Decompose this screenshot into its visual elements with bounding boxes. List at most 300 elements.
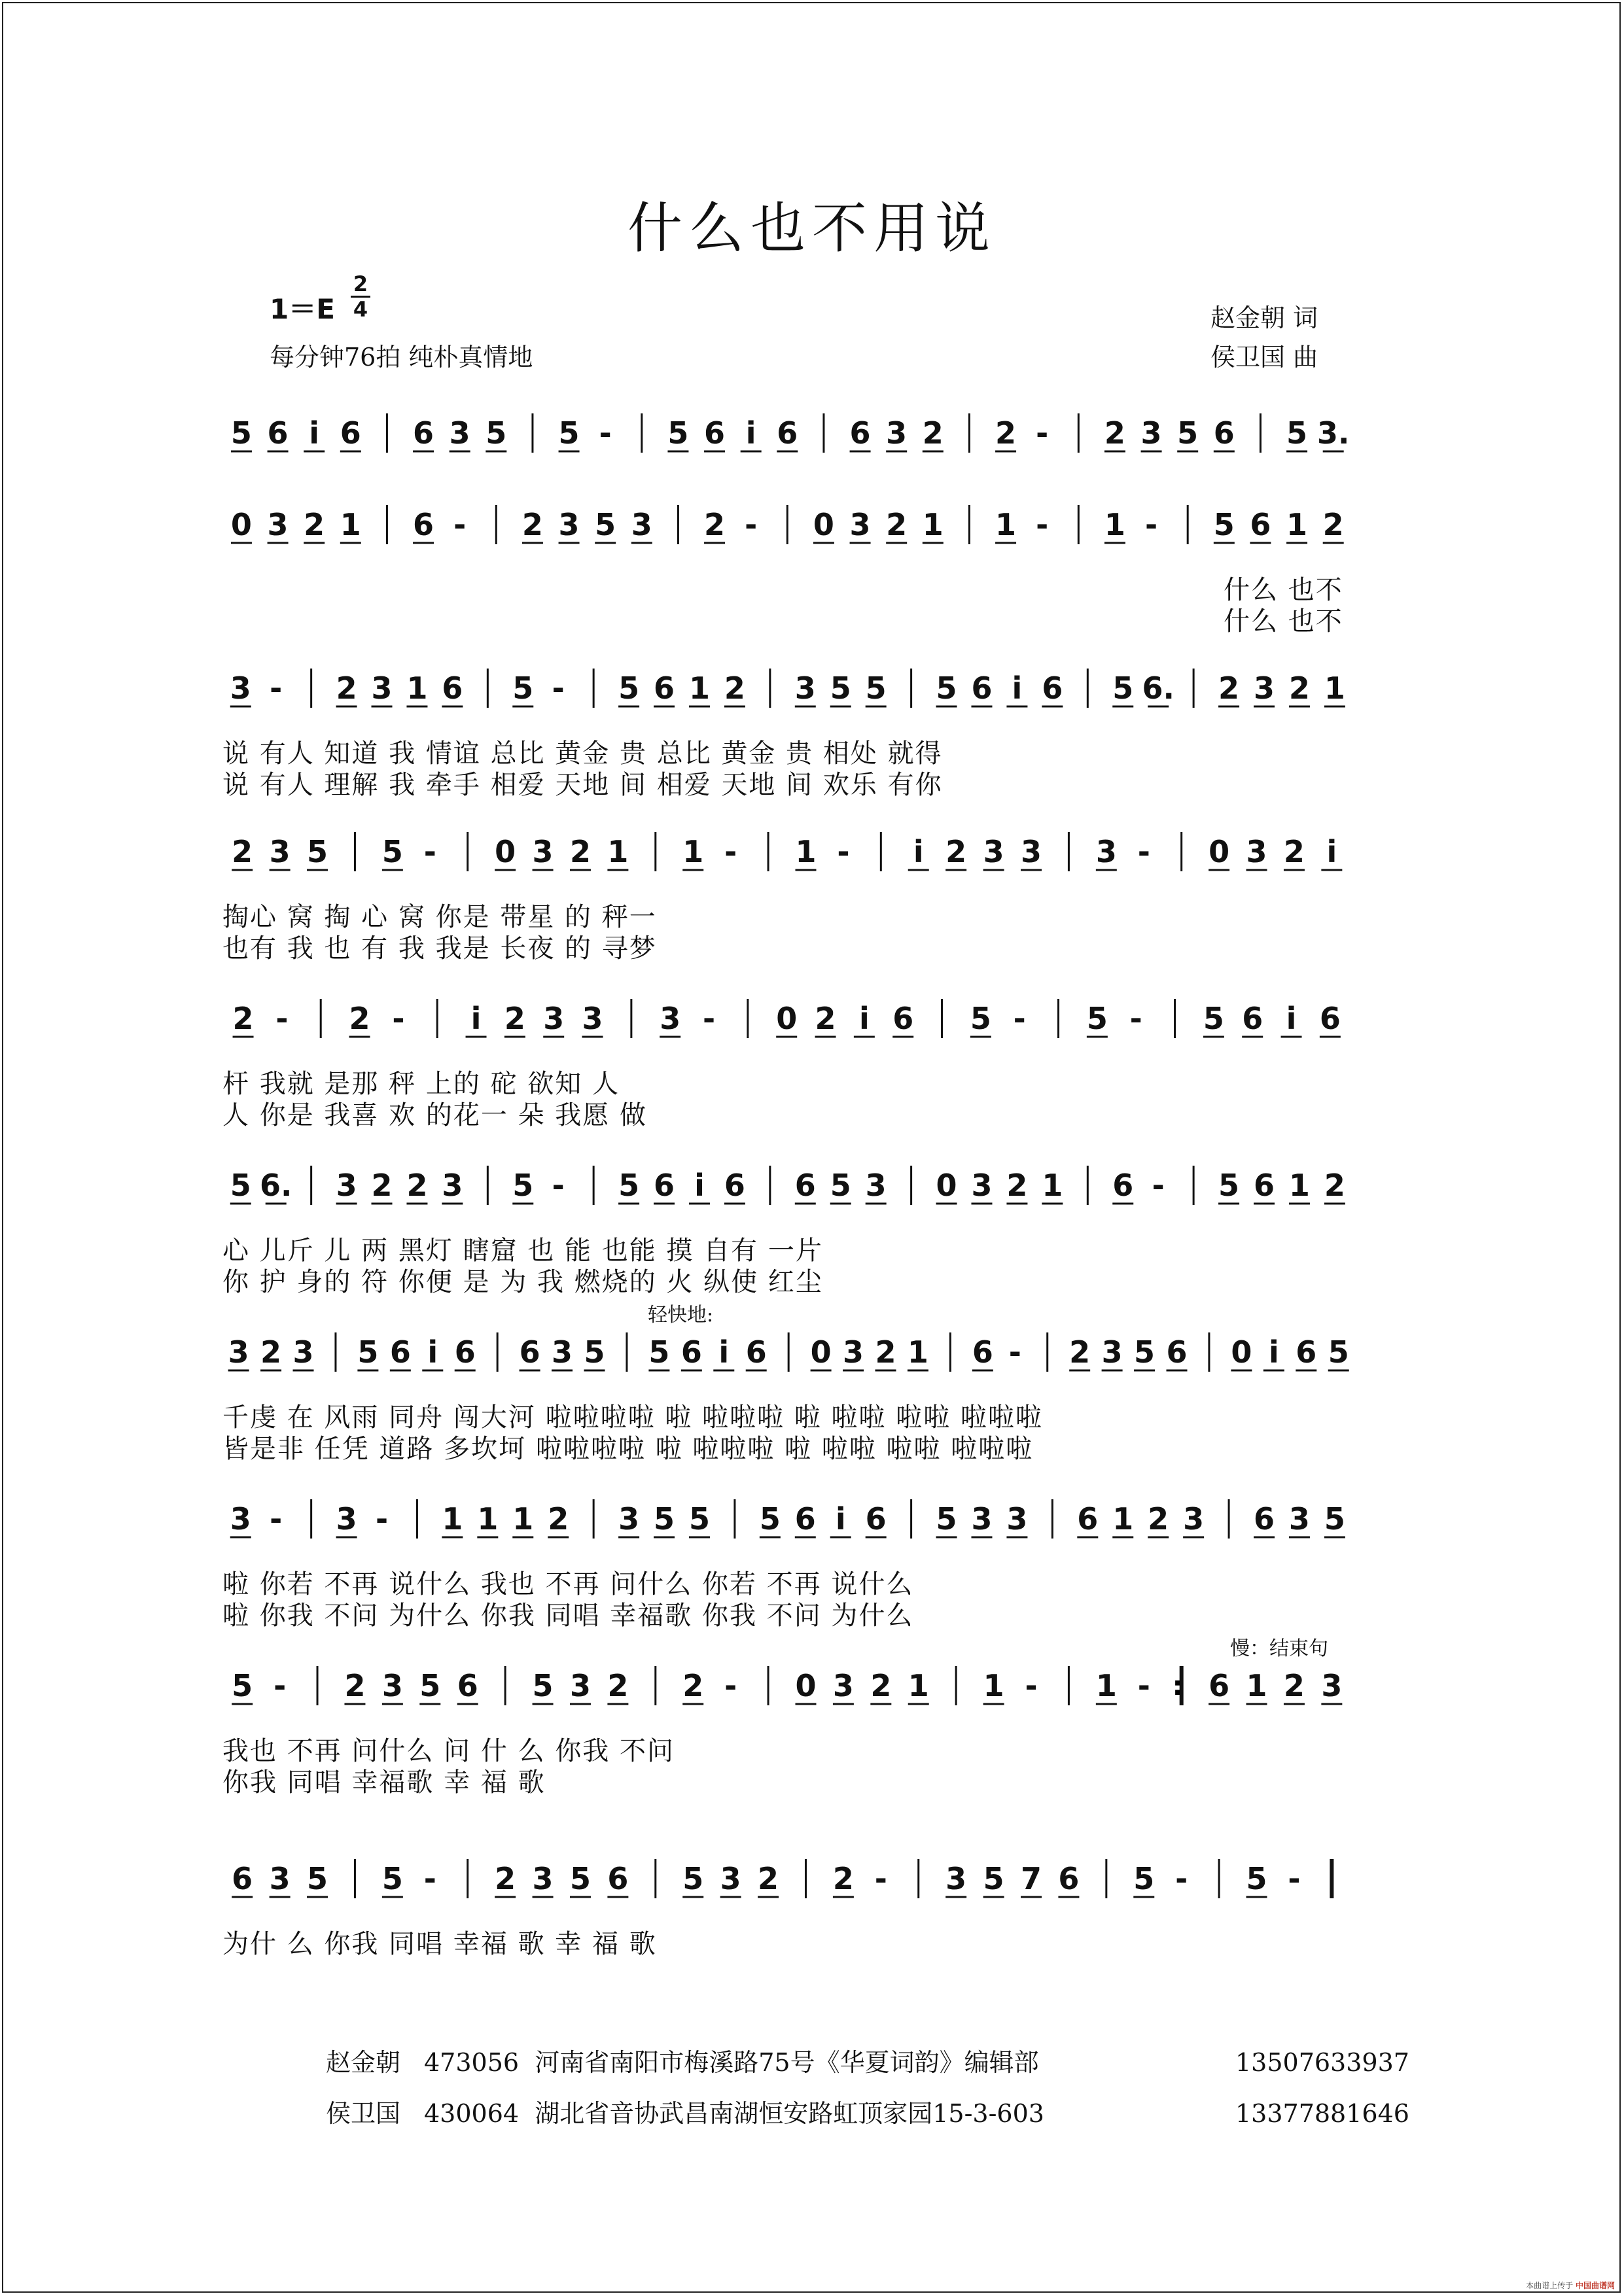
note-numeral: 3 <box>228 1334 249 1370</box>
note-numeral: 1 <box>1095 1668 1117 1703</box>
note-numeral: 3 <box>1006 1501 1028 1537</box>
note-numeral: 2 <box>682 1668 704 1703</box>
note-numeral: i <box>1268 1334 1279 1370</box>
note-numeral: 6 <box>1058 1861 1080 1896</box>
note-numeral: 5 <box>230 415 252 451</box>
note-numeral: 3 <box>543 1001 565 1036</box>
note-numeral: 1 <box>340 507 361 542</box>
dash-extension: - <box>724 834 737 869</box>
lyric-line-2: 啦 你我 不问 为什么 你我 同唱 幸福歌 你我 不问 为什么 <box>222 1601 914 1631</box>
notation-row <box>216 1164 1381 1210</box>
expression-annotation: 慢：结束句 <box>1230 1637 1328 1660</box>
note-numeral: 5 <box>1177 415 1199 451</box>
notation-staff <box>216 1858 1381 1904</box>
note-numeral: 6 <box>1242 1001 1263 1036</box>
note-numeral: 6 <box>865 1501 887 1537</box>
lyric-line-2: 也有 我 也 有 我 我是 长夜 的 寻梦 <box>222 933 657 964</box>
note-numeral: 2 <box>304 507 325 542</box>
note-numeral: 5 <box>381 834 403 869</box>
note-numeral: 3 <box>1288 1501 1310 1537</box>
note-numeral: 5 <box>1112 670 1134 706</box>
repeat-sign: : <box>1172 1671 1183 1701</box>
note-numeral: 1 <box>682 834 704 869</box>
note-numeral: 2 <box>922 415 944 451</box>
note-numeral: 6 <box>972 1334 993 1370</box>
note-numeral: 5 <box>307 834 328 869</box>
lyric-line-1: 心 儿斤 儿 两 黑灯 瞎窟 也 能 也能 摸 自有 一片 <box>222 1236 823 1266</box>
note-numeral: 6 <box>892 1001 914 1036</box>
note-numeral: 6 <box>654 1168 675 1203</box>
note-numeral: 2 <box>1148 1501 1169 1537</box>
note-numeral: 5 <box>830 1168 851 1203</box>
dash-extension: - <box>375 1501 389 1537</box>
note-numeral: 2 <box>758 1861 779 1896</box>
note-numeral: 6 <box>1213 415 1235 451</box>
note-numeral: 5 <box>381 1861 403 1896</box>
note-numeral: 1 <box>1324 670 1345 706</box>
lyric-line-1: 千虔 在 风雨 同舟 闯大河 啦啦啦啦 啦 啦啦啦 啦 啦啦 啦啦 啦啦啦 <box>222 1402 1043 1433</box>
note-numeral: 1 <box>477 1501 499 1537</box>
note-numeral: 6 <box>442 670 463 706</box>
note-numeral: 3 <box>1183 1501 1205 1537</box>
notation-row <box>216 998 1381 1043</box>
dash-extension: - <box>275 1001 289 1036</box>
dash-extension: - <box>745 507 758 542</box>
note-numeral: 6 <box>1166 1334 1188 1370</box>
note-numeral: 3 <box>336 1501 357 1537</box>
note-numeral: 0 <box>795 1668 817 1703</box>
dash-extension: - <box>270 670 283 706</box>
contact-address: 473056 河南省南阳市梅溪路75号《华夏词韵》编辑部 <box>424 2048 1039 2077</box>
note-numeral: 6 <box>654 670 675 706</box>
note-numeral: 5 <box>1133 1861 1155 1896</box>
note-numeral: i <box>858 1001 870 1036</box>
note-numeral: 6 <box>607 1861 629 1896</box>
note-numeral: 5 <box>232 1668 253 1703</box>
note-numeral: 6 <box>413 415 434 451</box>
dash-extension: - <box>702 1001 716 1036</box>
notation-row <box>216 504 1381 549</box>
note-numeral: 1 <box>995 507 1017 542</box>
lyric-line-1: 杆 我就 是那 秤 上的 砣 欲知 人 <box>222 1069 620 1099</box>
note-numeral: 6 <box>457 1668 478 1703</box>
notation-staff <box>216 667 1381 713</box>
note-numeral: 5 <box>983 1861 1004 1896</box>
note-numeral: 1 <box>607 834 629 869</box>
notation-staff <box>216 1164 1381 1210</box>
notation-staff <box>216 998 1381 1043</box>
note-numeral: 5 <box>512 1168 534 1203</box>
note-numeral: 2 <box>995 415 1017 451</box>
expression-annotation: 轻快地: <box>648 1304 714 1327</box>
note-numeral: 5 <box>1218 1168 1240 1203</box>
note-numeral: 7 <box>1020 1861 1042 1896</box>
note-numeral: 5 <box>667 415 689 451</box>
note-numeral: 5 <box>618 1168 640 1203</box>
song-title: 什么也不用说 <box>627 196 997 260</box>
notation-staff <box>216 1498 1381 1544</box>
note-numeral: 5 <box>532 1668 554 1703</box>
contact-name: 赵金朝 <box>326 2048 401 2077</box>
note-numeral: 1 <box>1246 1668 1267 1703</box>
note-numeral: 3 <box>449 415 470 451</box>
dash-extension: - <box>1145 507 1158 542</box>
note-numeral: 2 <box>569 834 591 869</box>
note-numeral: i <box>1012 670 1023 706</box>
note-numeral: 6 <box>794 1168 816 1203</box>
lyric-line-1: 说 有人 知道 我 情谊 总比 黄金 贵 总比 黄金 贵 相处 就得 <box>222 739 943 769</box>
note-numeral: 3 <box>849 507 871 542</box>
note-numeral: 5 <box>618 670 640 706</box>
note-numeral: 3 <box>618 1501 640 1537</box>
note-numeral: 3 <box>832 1668 854 1703</box>
note-numeral: 3 <box>552 1334 573 1370</box>
note-numeral: 3 <box>971 1501 993 1537</box>
note-numeral: 2 <box>504 1001 525 1036</box>
notation-row <box>216 1858 1381 1904</box>
note-numeral: 6 <box>777 415 798 451</box>
dash-extension: - <box>874 1861 887 1896</box>
note-numeral: 2 <box>1104 415 1125 451</box>
note-numeral: 6 <box>680 1334 702 1370</box>
notation-row <box>216 667 1381 713</box>
note-numeral: 3 <box>660 1001 681 1036</box>
footer-contact-composer <box>326 2093 1409 2129</box>
note-numeral: 3 <box>582 1001 603 1036</box>
notation-row <box>216 1665 1381 1711</box>
note-numeral: 3 <box>532 1861 554 1896</box>
note-numeral: 3 <box>292 1334 314 1370</box>
note-numeral: 5 <box>512 670 534 706</box>
dash-extension: - <box>1036 415 1049 451</box>
note-numeral: 1 <box>1112 1501 1134 1537</box>
note-numeral: 3 <box>843 1334 864 1370</box>
note-numeral: 5 <box>1203 1001 1224 1036</box>
note-numeral: 1 <box>688 670 710 706</box>
lyric-line-2: 说 有人 理解 我 牵手 相爱 天地 间 相爱 天地 间 欢乐 有你 <box>222 770 943 800</box>
note-numeral: 6 <box>267 415 289 451</box>
note-numeral: 6 <box>1250 507 1271 542</box>
dash-extension: - <box>423 1861 436 1896</box>
note-numeral: 6 <box>1077 1501 1099 1537</box>
note-numeral: 3 <box>631 507 652 542</box>
note-numeral: 2 <box>371 1168 393 1203</box>
note-numeral: 1 <box>983 1668 1004 1703</box>
dash-extension: - <box>1008 1334 1021 1370</box>
note-numeral: 5 <box>485 415 507 451</box>
note-numeral: 5 <box>595 507 616 542</box>
lyric-line-1: 啦 你若 不再 说什么 我也 不再 问什么 你若 不再 说什么 <box>222 1569 914 1599</box>
note-numeral: 5 <box>1134 1334 1156 1370</box>
note-numeral: 3 <box>865 1168 887 1203</box>
note-numeral: 6 <box>794 1501 816 1537</box>
notation-staff <box>216 412 1381 458</box>
note-numeral: 6 <box>1253 1501 1275 1537</box>
note-numeral: 2 <box>336 670 357 706</box>
note-numeral: 2 <box>232 834 253 869</box>
note-numeral: 2 <box>870 1668 892 1703</box>
note-numeral: 3 <box>720 1861 741 1896</box>
note-numeral: 5 <box>1213 507 1235 542</box>
time-signature <box>351 272 370 321</box>
note-numeral: 6 <box>745 1334 767 1370</box>
note-numeral: 1 <box>1104 507 1125 542</box>
note-numeral: 5 <box>1086 1001 1108 1036</box>
note-numeral: 3 <box>794 670 816 706</box>
note-numeral: 2 <box>349 1001 370 1036</box>
note-numeral: i <box>718 1334 730 1370</box>
dash-extension: - <box>1013 1001 1026 1036</box>
note-numeral: 1 <box>922 507 944 542</box>
note-numeral: 6. <box>259 1168 292 1203</box>
note-numeral: 6 <box>519 1334 540 1370</box>
note-numeral: 6 <box>1042 670 1063 706</box>
note-numeral: 3 <box>1321 1668 1343 1703</box>
note-numeral: i <box>913 834 924 869</box>
lyric-line-2: 你 护 身的 符 你便 是 为 我 燃烧的 火 纵使 红尘 <box>222 1267 823 1297</box>
notation-staff <box>216 1665 1381 1711</box>
note-numeral: 5 <box>759 1501 781 1537</box>
note-numeral: 2 <box>1006 1168 1028 1203</box>
note-numeral: 6 <box>1112 1168 1134 1203</box>
dash-extension: - <box>1288 1861 1301 1896</box>
note-numeral: 1 <box>512 1501 534 1537</box>
dash-extension: - <box>837 834 850 869</box>
note-numeral: i <box>427 1334 438 1370</box>
note-numeral: 5 <box>830 670 851 706</box>
note-numeral: 3 <box>971 1168 993 1203</box>
contact-address: 430064 湖北省音协武昌南湖恒安路虹顶家园15-3-603 <box>424 2099 1044 2128</box>
dash-extension: - <box>270 1501 283 1537</box>
note-numeral: 0 <box>813 507 834 542</box>
site-watermark <box>1526 2280 1615 2291</box>
note-numeral: 0 <box>936 1168 957 1203</box>
dash-extension: - <box>552 1168 565 1203</box>
note-numeral: 6 <box>849 415 871 451</box>
dash-extension: - <box>1129 1001 1142 1036</box>
note-numeral: 6 <box>454 1334 476 1370</box>
note-numeral: 3 <box>1140 415 1162 451</box>
note-numeral: 5 <box>1286 415 1308 451</box>
notation-staff <box>216 831 1381 877</box>
note-numeral: 3 <box>558 507 580 542</box>
note-numeral: 1 <box>1042 1168 1063 1203</box>
notation-staff <box>216 1331 1381 1377</box>
lyric-line-2: 人 你是 我喜 欢 的花一 朵 我愿 做 <box>222 1100 648 1130</box>
note-numeral: 1 <box>908 1668 929 1703</box>
dash-extension: - <box>1025 1668 1038 1703</box>
dash-extension: - <box>1137 1668 1150 1703</box>
meter-top: 2 <box>351 272 370 298</box>
dash-extension: - <box>599 415 612 451</box>
dash-extension: - <box>552 670 565 706</box>
note-numeral: 5 <box>584 1334 605 1370</box>
note-numeral: 3 <box>1020 834 1042 869</box>
notation-row <box>216 1498 1381 1544</box>
note-numeral: 5 <box>357 1334 379 1370</box>
note-numeral: 2 <box>945 834 967 869</box>
note-numeral: 2 <box>704 507 726 542</box>
note-numeral: 5 <box>936 1501 957 1537</box>
note-numeral: 5 <box>569 1861 591 1896</box>
contact-phone: 13377881646 <box>1235 2099 1409 2128</box>
dash-extension: - <box>453 507 467 542</box>
note-numeral: 5 <box>419 1668 441 1703</box>
note-numeral: 5 <box>1246 1861 1267 1896</box>
note-numeral: 5 <box>1324 1501 1345 1537</box>
note-numeral: 6. <box>1142 670 1174 706</box>
note-numeral: 2 <box>406 1168 428 1203</box>
lyric-line-1: 什么 也不 <box>1224 575 1343 605</box>
notation-row <box>216 1331 1381 1377</box>
dash-extension: - <box>724 1668 737 1703</box>
note-numeral: 6 <box>389 1334 411 1370</box>
note-numeral: 2 <box>1069 1334 1091 1370</box>
note-numeral: 5 <box>970 1001 991 1036</box>
composer-credit: 侯卫国 曲 <box>1210 343 1318 372</box>
note-numeral: 6 <box>704 415 726 451</box>
note-numeral: 1 <box>907 1334 928 1370</box>
note-numeral: 2 <box>260 1334 282 1370</box>
note-numeral: 3 <box>230 670 251 706</box>
contact-phone: 13507633937 <box>1235 2048 1409 2077</box>
note-numeral: 1 <box>1288 1168 1310 1203</box>
note-numeral: 6 <box>1319 1001 1341 1036</box>
site-logo: 中国曲谱网 <box>1575 2281 1615 2290</box>
dash-extension: - <box>1036 507 1049 542</box>
note-numeral: 3 <box>945 1861 967 1896</box>
note-numeral: i <box>1326 834 1337 869</box>
lyric-line-1: 为什 么 你我 同唱 幸福 歌 幸 福 歌 <box>222 1929 657 1959</box>
note-numeral: 2 <box>1324 1168 1345 1203</box>
note-numeral: 2 <box>1283 1668 1305 1703</box>
note-numeral: 3 <box>442 1168 463 1203</box>
note-numeral: 3 <box>267 507 289 542</box>
lyricist-credit: 赵金朝 词 <box>1210 304 1318 332</box>
lyric-line-1: 掏心 窝 掏 心 窝 你是 带星 的 秤一 <box>222 902 657 932</box>
note-numeral: i <box>745 415 756 451</box>
note-numeral: 3 <box>371 670 393 706</box>
note-numeral: 0 <box>776 1001 798 1036</box>
note-numeral: 5 <box>865 670 887 706</box>
meter-bottom: 4 <box>353 297 368 322</box>
note-numeral: i <box>309 415 320 451</box>
note-numeral: 1 <box>795 834 817 869</box>
note-numeral: 6 <box>1209 1668 1230 1703</box>
note-numeral: 3 <box>983 834 1004 869</box>
dash-extension: - <box>274 1668 287 1703</box>
note-numeral: i <box>470 1001 482 1036</box>
note-numeral: 6 <box>971 670 993 706</box>
dash-extension: - <box>423 834 436 869</box>
note-numeral: 3 <box>1253 670 1275 706</box>
note-numeral: 6 <box>1296 1334 1317 1370</box>
note-numeral: 3 <box>532 834 554 869</box>
note-numeral: 6 <box>232 1861 253 1896</box>
note-numeral: 0 <box>1209 834 1230 869</box>
note-numeral: 1 <box>442 1501 463 1537</box>
note-numeral: 2 <box>521 507 543 542</box>
note-numeral: 5 <box>307 1861 328 1896</box>
note-numeral: 2 <box>344 1668 366 1703</box>
note-numeral: 3 <box>269 834 291 869</box>
note-numeral: 5 <box>936 670 957 706</box>
lyric-line-1: 我也 不再 问什么 问 什 么 你我 不问 <box>222 1736 675 1766</box>
note-numeral: 1 <box>406 670 428 706</box>
note-numeral: 5 <box>648 1334 670 1370</box>
note-numeral: 0 <box>810 1334 832 1370</box>
note-numeral: 2 <box>1218 670 1240 706</box>
note-numeral: 2 <box>1322 507 1344 542</box>
notation-staff <box>216 504 1381 549</box>
note-numeral: 2 <box>1283 834 1305 869</box>
note-numeral: 5 <box>688 1501 710 1537</box>
note-numeral: 2 <box>232 1001 254 1036</box>
dash-extension: - <box>1175 1861 1188 1896</box>
note-numeral: 0 <box>1231 1334 1252 1370</box>
note-numeral: 5 <box>230 1168 251 1203</box>
note-numeral: 3 <box>1095 834 1117 869</box>
lyric-line-2: 你我 同唱 幸福歌 幸 福 歌 <box>222 1767 546 1798</box>
note-numeral: 2 <box>1288 670 1310 706</box>
note-numeral: 5 <box>654 1501 675 1537</box>
note-numeral: 2 <box>815 1001 836 1036</box>
note-numeral: 2 <box>886 507 908 542</box>
note-numeral: 2 <box>724 670 745 706</box>
dash-extension: - <box>392 1001 405 1036</box>
note-numeral: 3 <box>1246 834 1267 869</box>
note-numeral: 0 <box>230 507 252 542</box>
note-numeral: 2 <box>832 1861 854 1896</box>
lyric-line-2: 什么 也不 <box>1224 606 1343 636</box>
note-numeral: 3 <box>381 1668 403 1703</box>
note-numeral: 3 <box>269 1861 291 1896</box>
notation-row <box>216 412 1381 458</box>
note-numeral: 3 <box>230 1501 251 1537</box>
note-numeral: 0 <box>495 834 516 869</box>
watermark-text: 本曲谱上传于 <box>1526 2281 1574 2290</box>
note-numeral: i <box>694 1168 705 1203</box>
note-numeral: 3 <box>1101 1334 1123 1370</box>
note-numeral: 6 <box>340 415 361 451</box>
note-numeral: 2 <box>548 1501 569 1537</box>
note-numeral: 3. <box>1316 415 1350 451</box>
key-signature: 1＝E <box>270 293 335 325</box>
note-numeral: 6 <box>1253 1168 1275 1203</box>
note-numeral: 5 <box>682 1861 704 1896</box>
note-numeral: i <box>1286 1001 1297 1036</box>
dash-extension: - <box>1137 834 1150 869</box>
notation-row <box>216 831 1381 877</box>
note-numeral: 3 <box>886 415 908 451</box>
note-numeral: 3 <box>336 1168 357 1203</box>
contact-name: 侯卫国 <box>326 2099 401 2128</box>
tempo-marking: 每分钟76拍 纯朴真情地 <box>270 343 533 372</box>
note-numeral: 6 <box>413 507 434 542</box>
note-numeral: 5 <box>1328 1334 1349 1370</box>
footer-contact-lyricist <box>326 2042 1409 2078</box>
note-numeral: 2 <box>495 1861 516 1896</box>
dash-extension: - <box>1152 1168 1165 1203</box>
note-numeral: 2 <box>607 1668 629 1703</box>
note-numeral: 6 <box>724 1168 745 1203</box>
lyric-line-2: 皆是非 任凭 道路 多坎坷 啦啦啦啦 啦 啦啦啦 啦 啦啦 啦啦 啦啦啦 <box>222 1434 1034 1464</box>
note-numeral: 1 <box>1286 507 1308 542</box>
note-numeral: i <box>835 1501 846 1537</box>
note-numeral: 3 <box>569 1668 591 1703</box>
note-numeral: 2 <box>875 1334 896 1370</box>
note-numeral: 5 <box>558 415 580 451</box>
